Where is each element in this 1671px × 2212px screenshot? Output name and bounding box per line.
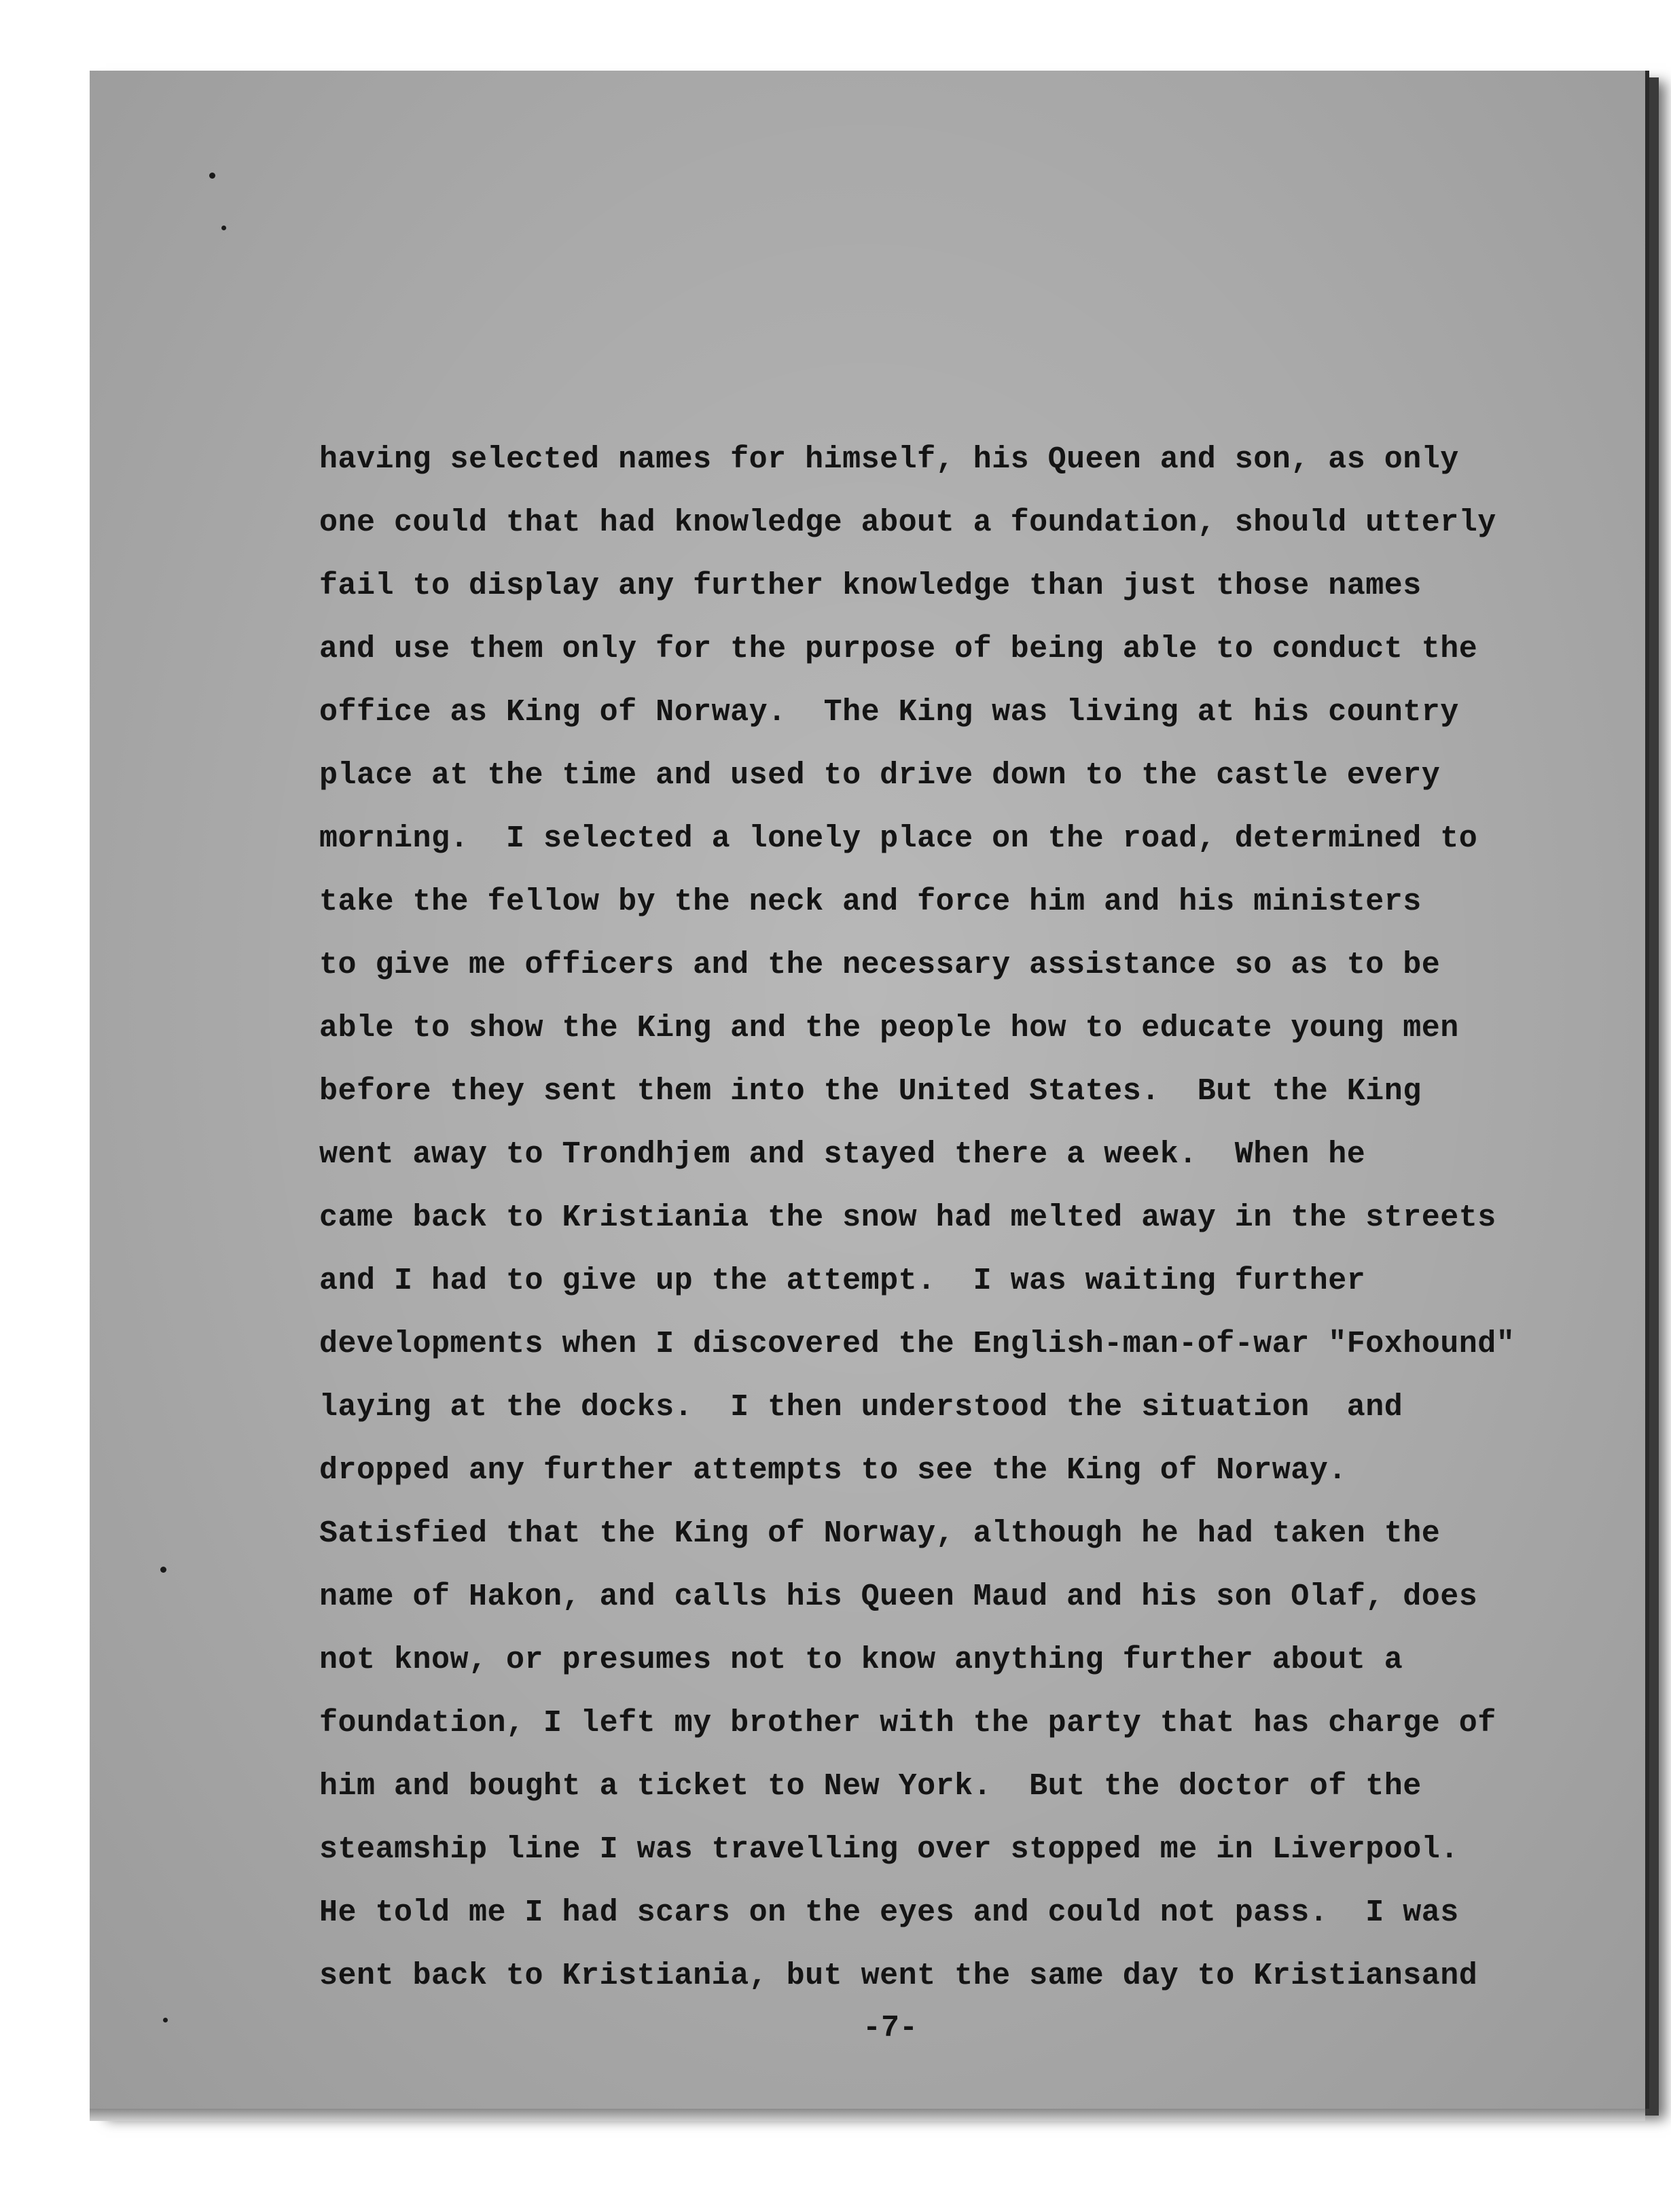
text-line: sent back to Kristiania, but went the same day to Kristiansand: [319, 1959, 1478, 1993]
text-line: and use them only for the purpose of being able to conduct the: [319, 632, 1478, 666]
page-bottom-edge: [90, 2109, 1645, 2121]
text-line: not know, or presumes not to know anything further about a: [319, 1643, 1403, 1677]
text-line: having selected names for himself, his Queen and son, as only: [319, 442, 1459, 477]
text-line: name of Hakon, and calls his Queen Maud and his son Olaf, does: [319, 1580, 1478, 1614]
text-line: take the fellow by the neck and force him and his ministers: [319, 885, 1422, 919]
text-line: place at the time and used to drive down to the castle every: [319, 758, 1441, 793]
text-line: Satisfied that the King of Norway, although he had taken the: [319, 1516, 1441, 1551]
text-line: He told me I had scars on the eyes and could not pass. I was: [319, 1895, 1459, 1930]
ink-speck: [163, 2018, 168, 2022]
text-line: came back to Kristiania the snow had melted away in the streets: [319, 1200, 1496, 1235]
text-line: one could that had knowledge about a foundation, should utterly: [319, 505, 1496, 540]
page-number: -7-: [863, 2011, 918, 2046]
text-line: before they sent them into the United States. But the King: [319, 1074, 1422, 1109]
ink-speck: [160, 1567, 166, 1573]
typed-text-body: [319, 428, 1515, 2008]
text-line: to give me officers and the necessary assistance so as to be: [319, 948, 1441, 982]
text-line: steamship line I was travelling over stopped me in Liverpool.: [319, 1832, 1459, 1867]
ink-speck: [221, 226, 226, 230]
text-line: office as King of Norway. The King was living at his country: [319, 695, 1459, 730]
ink-speck: [209, 173, 215, 179]
text-line: him and bought a ticket to New York. But the doctor of the: [319, 1769, 1422, 1804]
text-line: foundation, I left my brother with the party that has charge of: [319, 1706, 1496, 1741]
text-line: went away to Trondhjem and stayed there a week. When he: [319, 1137, 1366, 1172]
text-line: developments when I discovered the English-man-of-war "Foxhound": [319, 1327, 1515, 1361]
text-line: laying at the docks. I then understood the situation and: [319, 1390, 1403, 1425]
text-line: able to show the King and the people how to educate young men: [319, 1011, 1459, 1046]
text-line: and I had to give up the attempt. I was waiting further: [319, 1264, 1366, 1298]
text-line: dropped any further attempts to see the King of Norway.: [319, 1453, 1347, 1488]
text-line: fail to display any further knowledge than just those names: [319, 569, 1422, 603]
text-line: morning. I selected a lonely place on the road, determined to: [319, 821, 1478, 856]
